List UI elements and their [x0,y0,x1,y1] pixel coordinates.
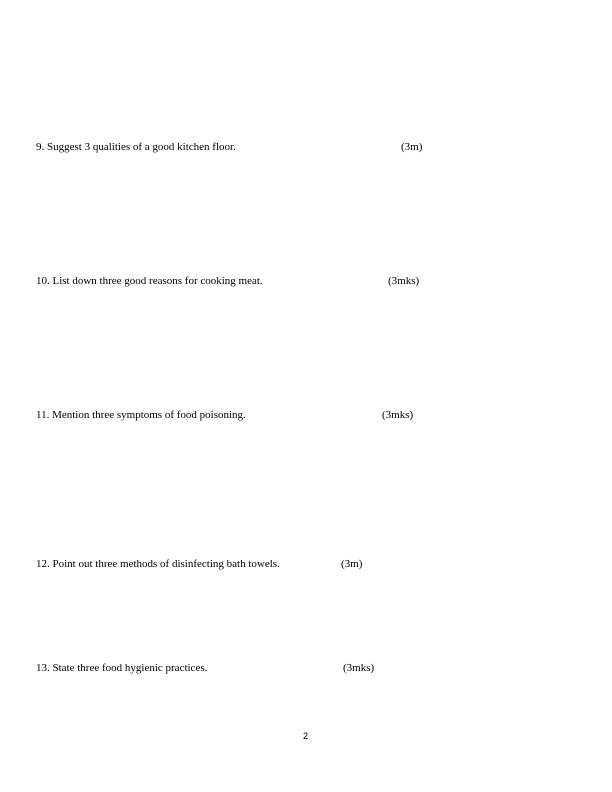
question-9-text: 9. Suggest 3 qualities of a good kitchen floor. [36,141,236,153]
question-11-text: 11. Mention three symptoms of food poisoning. [36,409,246,421]
page-number: 2 [303,731,309,741]
question-10-marks: (3mks) [388,275,420,287]
question-12-text: 12. Point out three methods of disinfecting bath towels. [36,558,280,570]
question-11-marks: (3mks) [382,409,414,421]
question-12-marks: (3m) [341,558,363,570]
question-9-marks: (3m) [401,141,423,153]
question-13-text: 13. State three food hygienic practices. [36,662,208,674]
question-13-marks: (3mks) [343,662,375,674]
question-10-text: 10. List down three good reasons for cooking meat. [36,275,263,287]
